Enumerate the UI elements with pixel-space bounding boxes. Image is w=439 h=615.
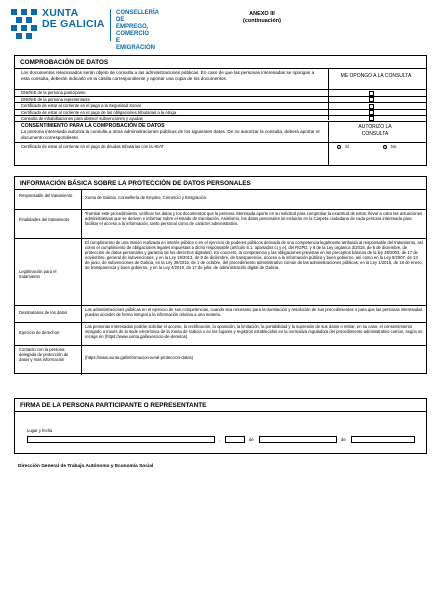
de-label-2: de [341,437,346,442]
consent-title: CONSENTIMIENTO PARA LA COMPROBACIÓN DE DATOS [21,123,165,129]
month-input[interactable] [259,436,337,443]
protection-row-label-4: Destinatarios de los datos [19,310,68,315]
de-label-1: de [249,437,254,442]
authorize-yes-radio[interactable] [337,145,341,149]
comma-separator: , [219,437,221,442]
year-input[interactable] [351,436,415,443]
brand-name: XUNTA DE GALICIA [42,7,105,30]
annex-heading: ANEXO III (continuación) [243,11,281,24]
consent-text: La persona interesada autoriza la consulta a otras administraciones públicas de los siguientes datos. De no autorizar la consulta, deberá aportar el documento correspondiente. [21,129,320,140]
department-name: CONSELLERÍA DE EMPREGO, COMERCIO E EMIGRACIÓN [116,10,159,51]
verification-item-2: DNI/NIE de la persona representante [21,96,90,102]
signature-title: FIRMA DE LA PERSONA PARTICIPANTE O REPRESENTANTE [20,402,207,409]
brand-logo [10,6,159,51]
xunta-emblem-icon [10,8,38,42]
day-input[interactable] [225,436,245,443]
protection-row-text-1: Xunta de Galicia. Consellería de Empleo, Comercio y Emigración. [85,195,208,200]
verification-item-4: Certificado de estar al corriente en el pago de las obligaciones tributarias a la Atriga [21,109,177,115]
protection-row-text-6[interactable]: (https://www.xunta.gal/informacion-xeral-proteccion-datos) [85,355,193,360]
authorize-header: AUTORIZO LA CONSULTA [358,124,392,137]
protection-row-text-4: Las administraciones públicas en el ejercicio de sus competencias, cuando sea necesario para la tramitación y resolución de sus procedimientos o para que las personas interesadas puedan acceder de forma integral a la información relativa a una materia. [85,307,423,318]
verification-section [14,55,427,166]
protection-row-label-2: Finalidades del tratamiento [19,217,70,222]
consent-item: Certificado de estar al corriente en el pago de deudas tributarias con la AEAT [21,144,165,149]
protection-row-label-1: Responsable del tratamiento [19,193,73,198]
authorize-yes-label: Sí [345,144,349,149]
place-date-label: Lugar y fecha [27,428,53,433]
authorize-no-radio[interactable] [383,145,387,149]
data-protection-section [14,176,427,374]
footer-department: Dirección General de Trabajo Autónomo y Economía Social [18,464,154,469]
verification-item-3: Certificado de estar al corriente en el pago a la Seguridad Social [21,103,141,108]
protection-row-label-6: Contacto con la persona delegada de protección de datos y más información [19,347,69,363]
signature-section [14,398,427,454]
protection-row-text-2: Tramitar este procedimiento, verificar los datos y los documentos que la persona interesada aporte en su solicitud para comprobar la exactitud de estos, llevar a cabo las actuaciones administrativas que se deriven e informar sobre el estado de tramitación. Asimismo, los datos personales se incluirán en la Carpeta ciudadana de cada persona interesada para facilitar el acceso a la información, tanto personal como de carácter administrativo. [85,211,423,227]
authorize-no-label: No [391,144,397,149]
protection-row-text-3: El cumplimiento de una misión realizada en interés público o en el ejercicio de poderes públicos derivada de una competencia legalmente atribuida al responsable del tratamiento, así como el cumplimiento de obligaciones legales impuestas a dicho responsable (artículo 6.1, apartados c) y e), del RGPD, y 8 de la Ley orgánica 3/2018, de 5 de diciembre, de protección de datos personales y garantía de los derechos digitales). En concreto, la competencia y las obligaciones previstas en los preceptos básicos de la ley 38/2003, de 17 de noviembre, general de subvenciones, y en la Ley 19/2013, de 9 de diciembre, de transparencia, acceso a la información pública y buen gobierno, así como en la Ley 9/2007, de 13 de junio, de subvenciones de Galicia, en la Ley 39/2015, de 1 de octubre, del procedimiento administrativo común de las administraciones públicas, en la Ley 1/2016, de 18 de enero, de transparencia y buen gobierno, y en la Ley 4/2019, de 17 de julio, de administración digital de Galicia. [85,240,423,271]
protection-row-label-3: Legitimación para el tratamiento [19,269,57,280]
data-protection-title: INFORMACIÓN BÁSICA SOBRE LA PROTECCIÓN DE DATOS PERSONALES [20,180,251,187]
place-input[interactable] [27,436,215,443]
oppose-header: ME OPONGO A LA CONSULTA [340,73,412,79]
verification-title: COMPROBACIÓN DE DATOS [20,59,109,66]
verification-item-5: Consulta de inhabilitaciones para obtener subvenciones y ayudas [21,116,143,121]
verification-item-1: DNI/NIE de la persona participante [21,90,86,95]
protection-row-text-5: Las personas interesadas podrán solicitar el acceso, la rectificación, la oposición, la limitación, la portabilidad y la supresión de sus datos o retirar, en su caso, el consentimiento otorgado a través de la sede electrónica de la Xunta de Galicia o en los lugares y registros establecidos en la normativa reguladora del procedimiento administrativo común, según se recoge en (https://www.xunta.gal/exercicio-de-dereitos). [85,324,423,340]
verification-intro: Los documentos relacionados serán objeto de consulta a las administraciones públicas. En caso de que las personas interesadas se opongan a esta consulta, deberán indicarlo en la casilla correspondiente y aportar una copia de los documentos. [21,70,315,81]
protection-row-label-5: Ejercicio de derechos [19,330,60,335]
